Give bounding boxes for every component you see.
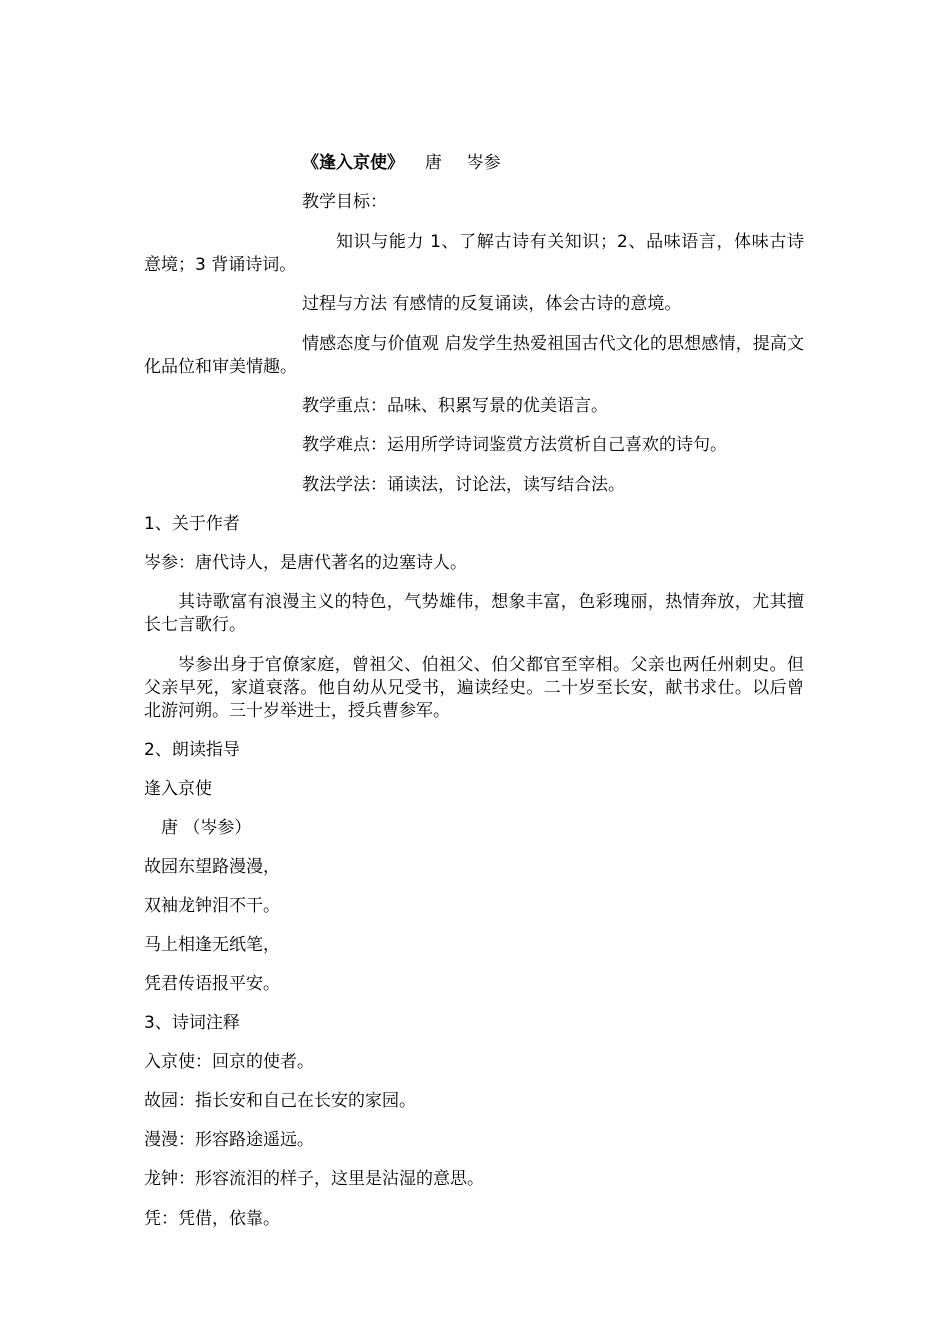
poem-line: 双袖龙钟泪不干。 [144,896,280,916]
teaching-method: 教法学法：诵读法，讨论法，读写结合法。 [302,475,625,495]
poem-line: 马上相逢无纸笔， [144,935,280,955]
note-item: 入京使：回京的使者。 [144,1052,314,1072]
author-paragraph-style: 其诗歌富有浪漫主义的特色，气势雄伟，想象丰富，色彩瑰丽，热情奔放，尤其擅长七言歌行。 [144,592,804,635]
note-item: 凭：凭借，依靠。 [144,1209,280,1229]
teaching-difficulty: 教学难点：运用所学诗词鉴赏方法赏析自己喜欢的诗句。 [302,435,727,455]
document-title-line [302,152,501,175]
poem-line: 凭君传语报平安。 [144,974,280,994]
author-intro: 岑参：唐代诗人，是唐代著名的边塞诗人。 [144,553,467,573]
poem-byline: 唐 （岑参） [161,818,252,838]
poem-line: 故园东望路漫漫， [144,857,280,877]
objective-knowledge: 知识与能力 1、了解古诗有关知识；2、品味语言，体味古诗意境；3 背诵诗词。 [144,232,804,275]
section-heading-author: 1、关于作者 [144,514,240,534]
note-item: 故园：指长安和自己在长安的家园。 [144,1091,416,1111]
poem-title: 《逢入京使》 [302,153,404,173]
note-item: 漫漫：形容路途遥远。 [144,1130,314,1150]
teaching-key-point: 教学重点：品味、积累写景的优美语言。 [302,396,608,416]
author: 岑参 [466,153,501,173]
author-paragraph-biography: 岑参出身于官僚家庭，曾祖父、伯祖父、伯父都官至宰相。父亲也两任州刺史。但父亲早死，家道衰落。他自幼从兄受书，遍读经史。二十岁至长安，献书求仕。以后曾北游河朔。三十岁举进士，授兵曹参军。 [144,655,804,721]
objective-process: 过程与方法 有感情的反复诵读，体会古诗的意境。 [302,294,682,314]
objective-emotion: 情感态度与价值观 启发学生热爱祖国古代文化的思想感情，提高文化品位和审美情趣。 [144,334,804,377]
section-heading-notes: 3、诗词注释 [144,1013,240,1033]
dynasty: 唐 [424,153,442,173]
section-heading-reading: 2、朗读指导 [144,740,240,760]
note-item: 龙钟：形容流泪的样子，这里是沾湿的意思。 [144,1169,484,1189]
poem-heading: 逢入京使 [144,779,212,799]
objectives-heading: 教学目标： [302,192,387,212]
